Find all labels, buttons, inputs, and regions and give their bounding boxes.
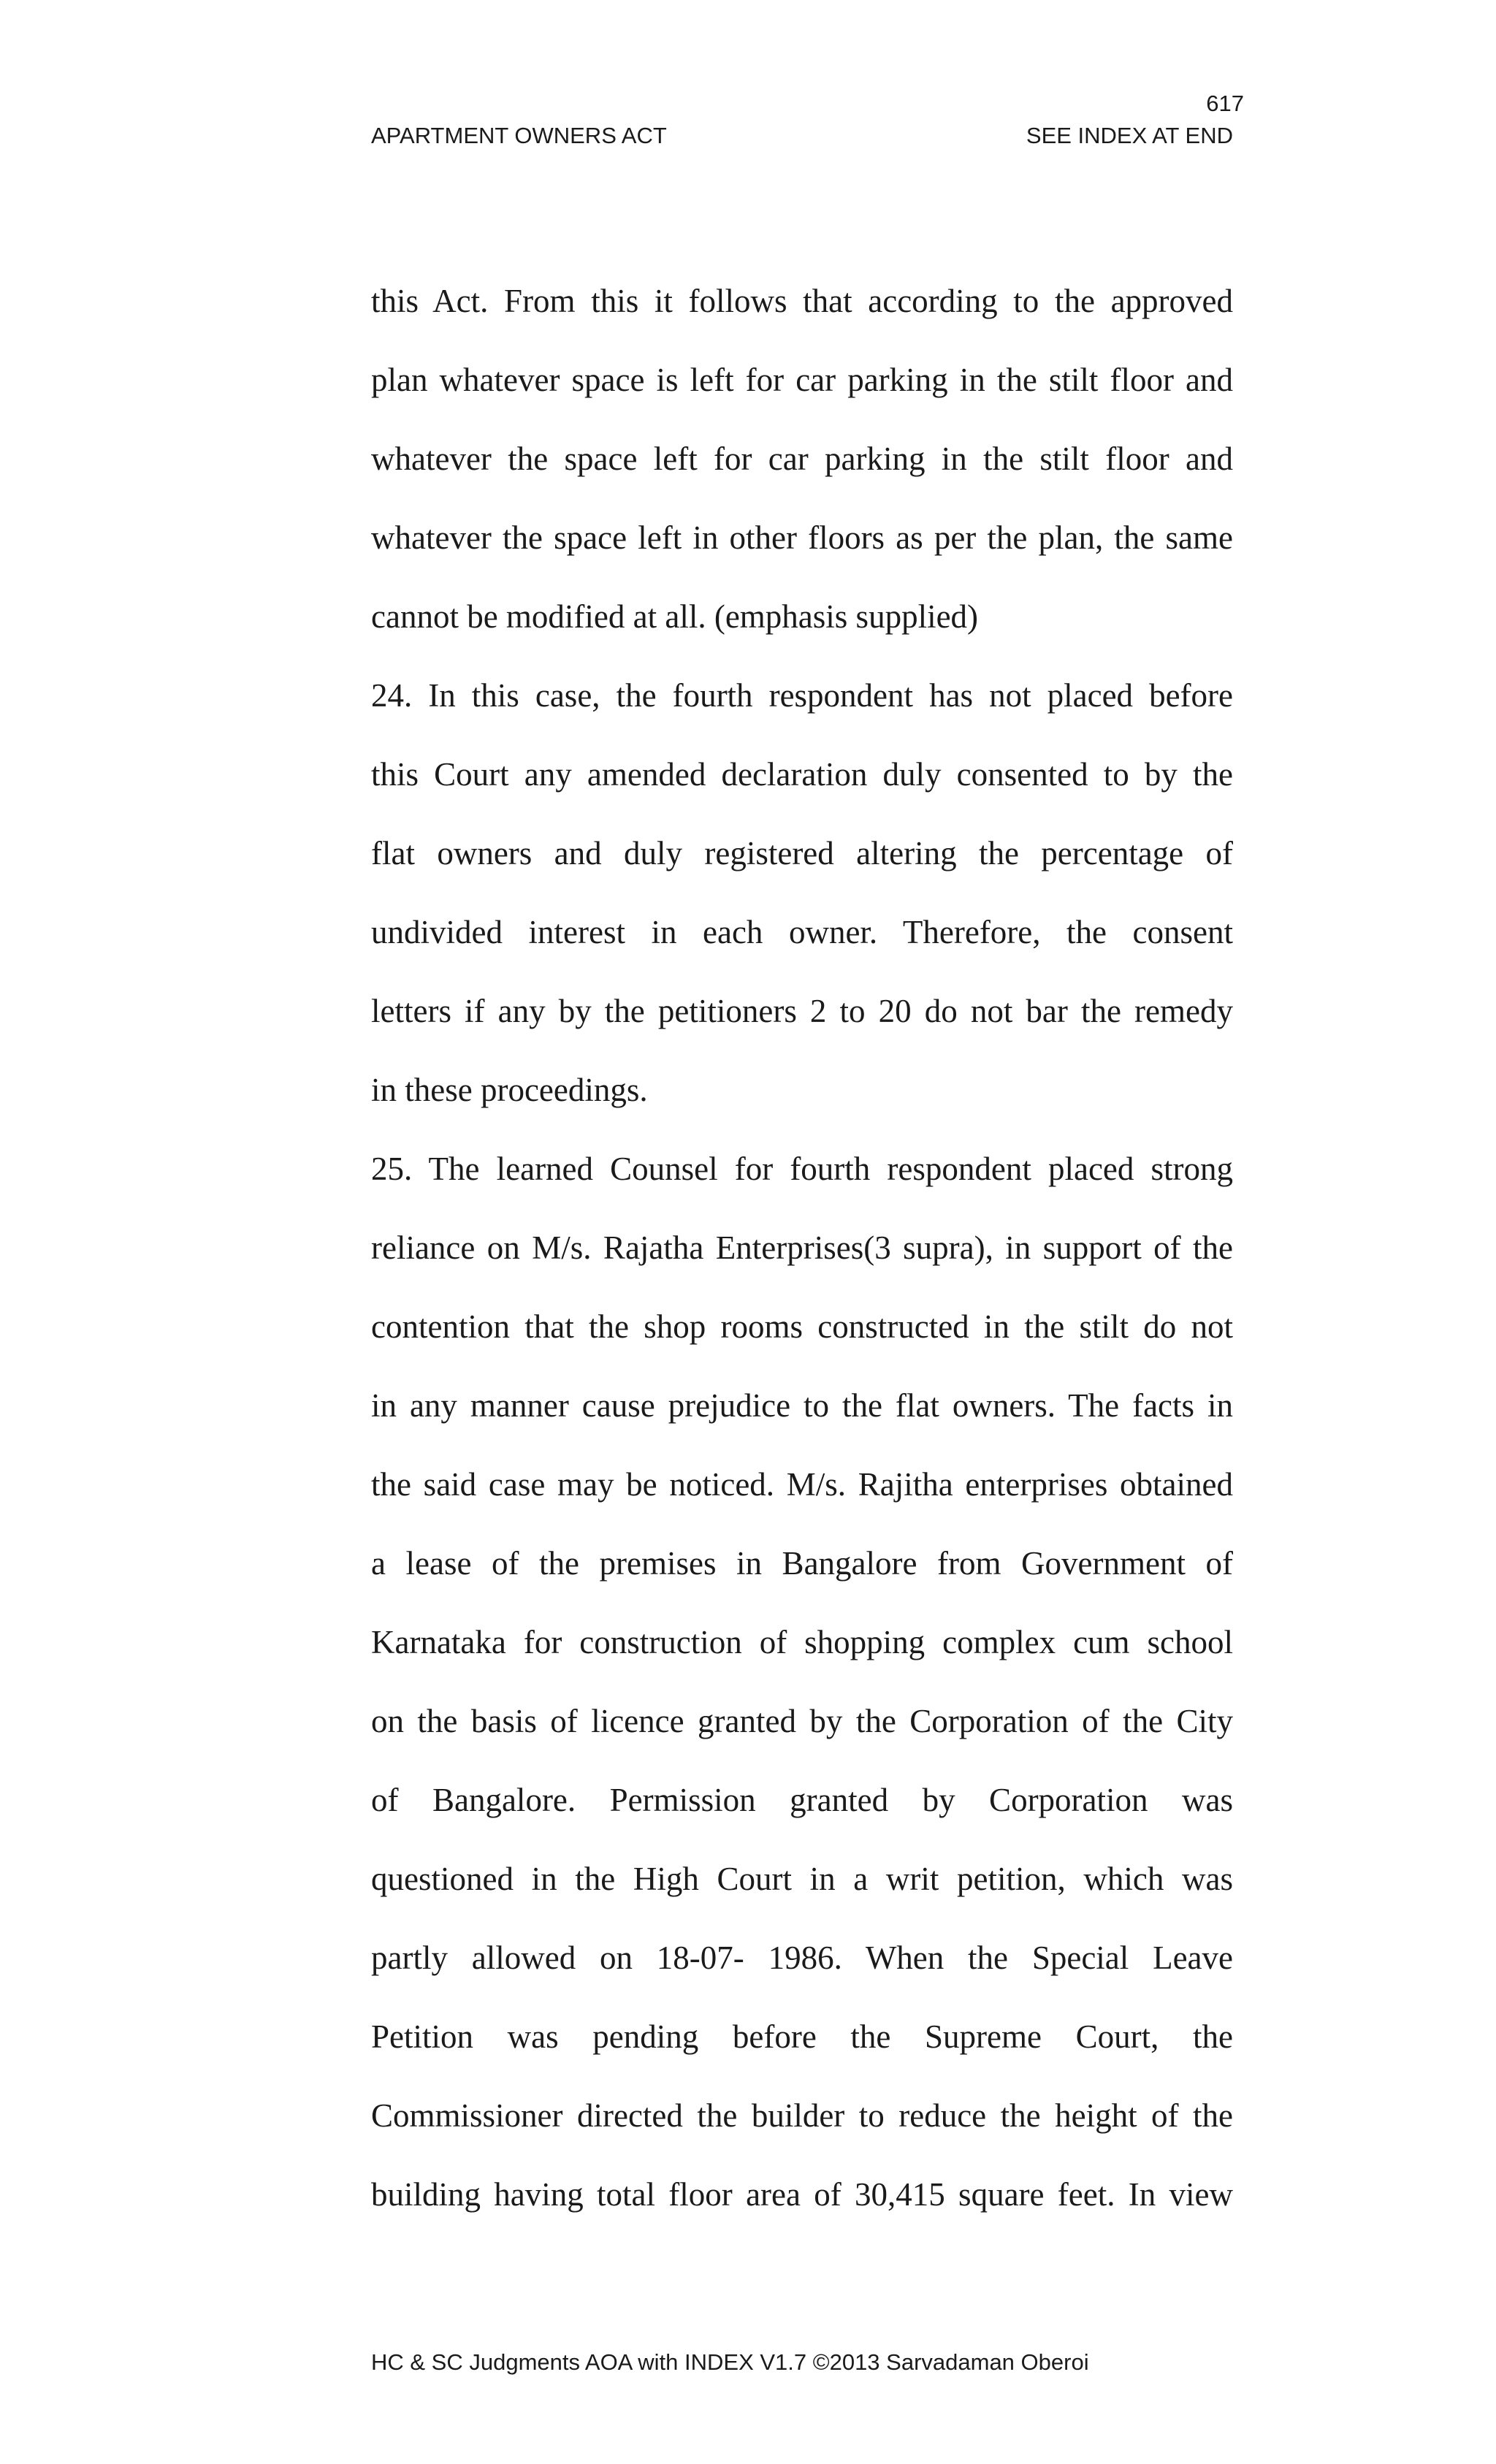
text-line: this Court any amended declaration duly consented to by the (371, 756, 1233, 793)
text-line: in these proceedings. (371, 1072, 648, 1108)
text-line: on the basis of licence granted by the Corporation of the City (371, 1703, 1233, 1739)
text-line: flat owners and duly registered altering the percentage of (371, 835, 1233, 871)
text-line: undivided interest in each owner. Therefore, the consent (371, 914, 1233, 950)
text-line: this Act. From this it follows that according to the approved (371, 283, 1233, 319)
text-line: 25. The learned Counsel for fourth respondent placed strong (371, 1151, 1233, 1187)
text-line: a lease of the premises in Bangalore from Government of (371, 1545, 1233, 1582)
text-line: in any manner cause prejudice to the flat owners. The facts in (371, 1387, 1233, 1424)
header-title-right: SEE INDEX AT END (1026, 123, 1233, 148)
text-line: letters if any by the petitioners 2 to 20 do not bar the remedy (371, 993, 1233, 1029)
running-header (371, 123, 1233, 149)
text-line: whatever the space left for car parking in the stilt floor and (371, 440, 1233, 477)
header-title-left: APARTMENT OWNERS ACT (371, 123, 667, 148)
text-line: plan whatever space is left for car parking in the stilt floor and (371, 362, 1233, 398)
text-line: the said case may be noticed. M/s. Rajitha enterprises obtained (371, 1466, 1233, 1503)
text-line: cannot be modified at all. (emphasis supplied) (371, 598, 979, 635)
text-line: Karnataka for construction of shopping complex cum school (371, 1624, 1233, 1660)
text-line: Petition was pending before the Supreme Court, the (371, 2018, 1233, 2055)
text-line: questioned in the High Court in a writ petition, which was (371, 1861, 1233, 1897)
footer-credit: HC & SC Judgments AOA with INDEX V1.7 ©2013 Sarvadaman Oberoi (371, 2349, 1089, 2375)
text-line: of Bangalore. Permission granted by Corporation was (371, 1782, 1233, 1818)
page-number: 617 (1206, 91, 1244, 116)
body-text (371, 262, 1233, 2234)
text-line: partly allowed on 18-07- 1986. When the Special Leave (371, 1939, 1233, 1976)
text-line: building having total floor area of 30,415 square feet. In view (371, 2176, 1233, 2213)
text-line: contention that the shop rooms constructed in the stilt do not (371, 1308, 1233, 1345)
text-line: reliance on M/s. Rajatha Enterprises(3 supra), in support of the (371, 1229, 1233, 1266)
text-line: Commissioner directed the builder to reduce the height of the (371, 2097, 1233, 2134)
text-line: whatever the space left in other floors as per the plan, the same (371, 519, 1233, 556)
text-line: 24. In this case, the fourth respondent has not placed before (371, 677, 1233, 714)
